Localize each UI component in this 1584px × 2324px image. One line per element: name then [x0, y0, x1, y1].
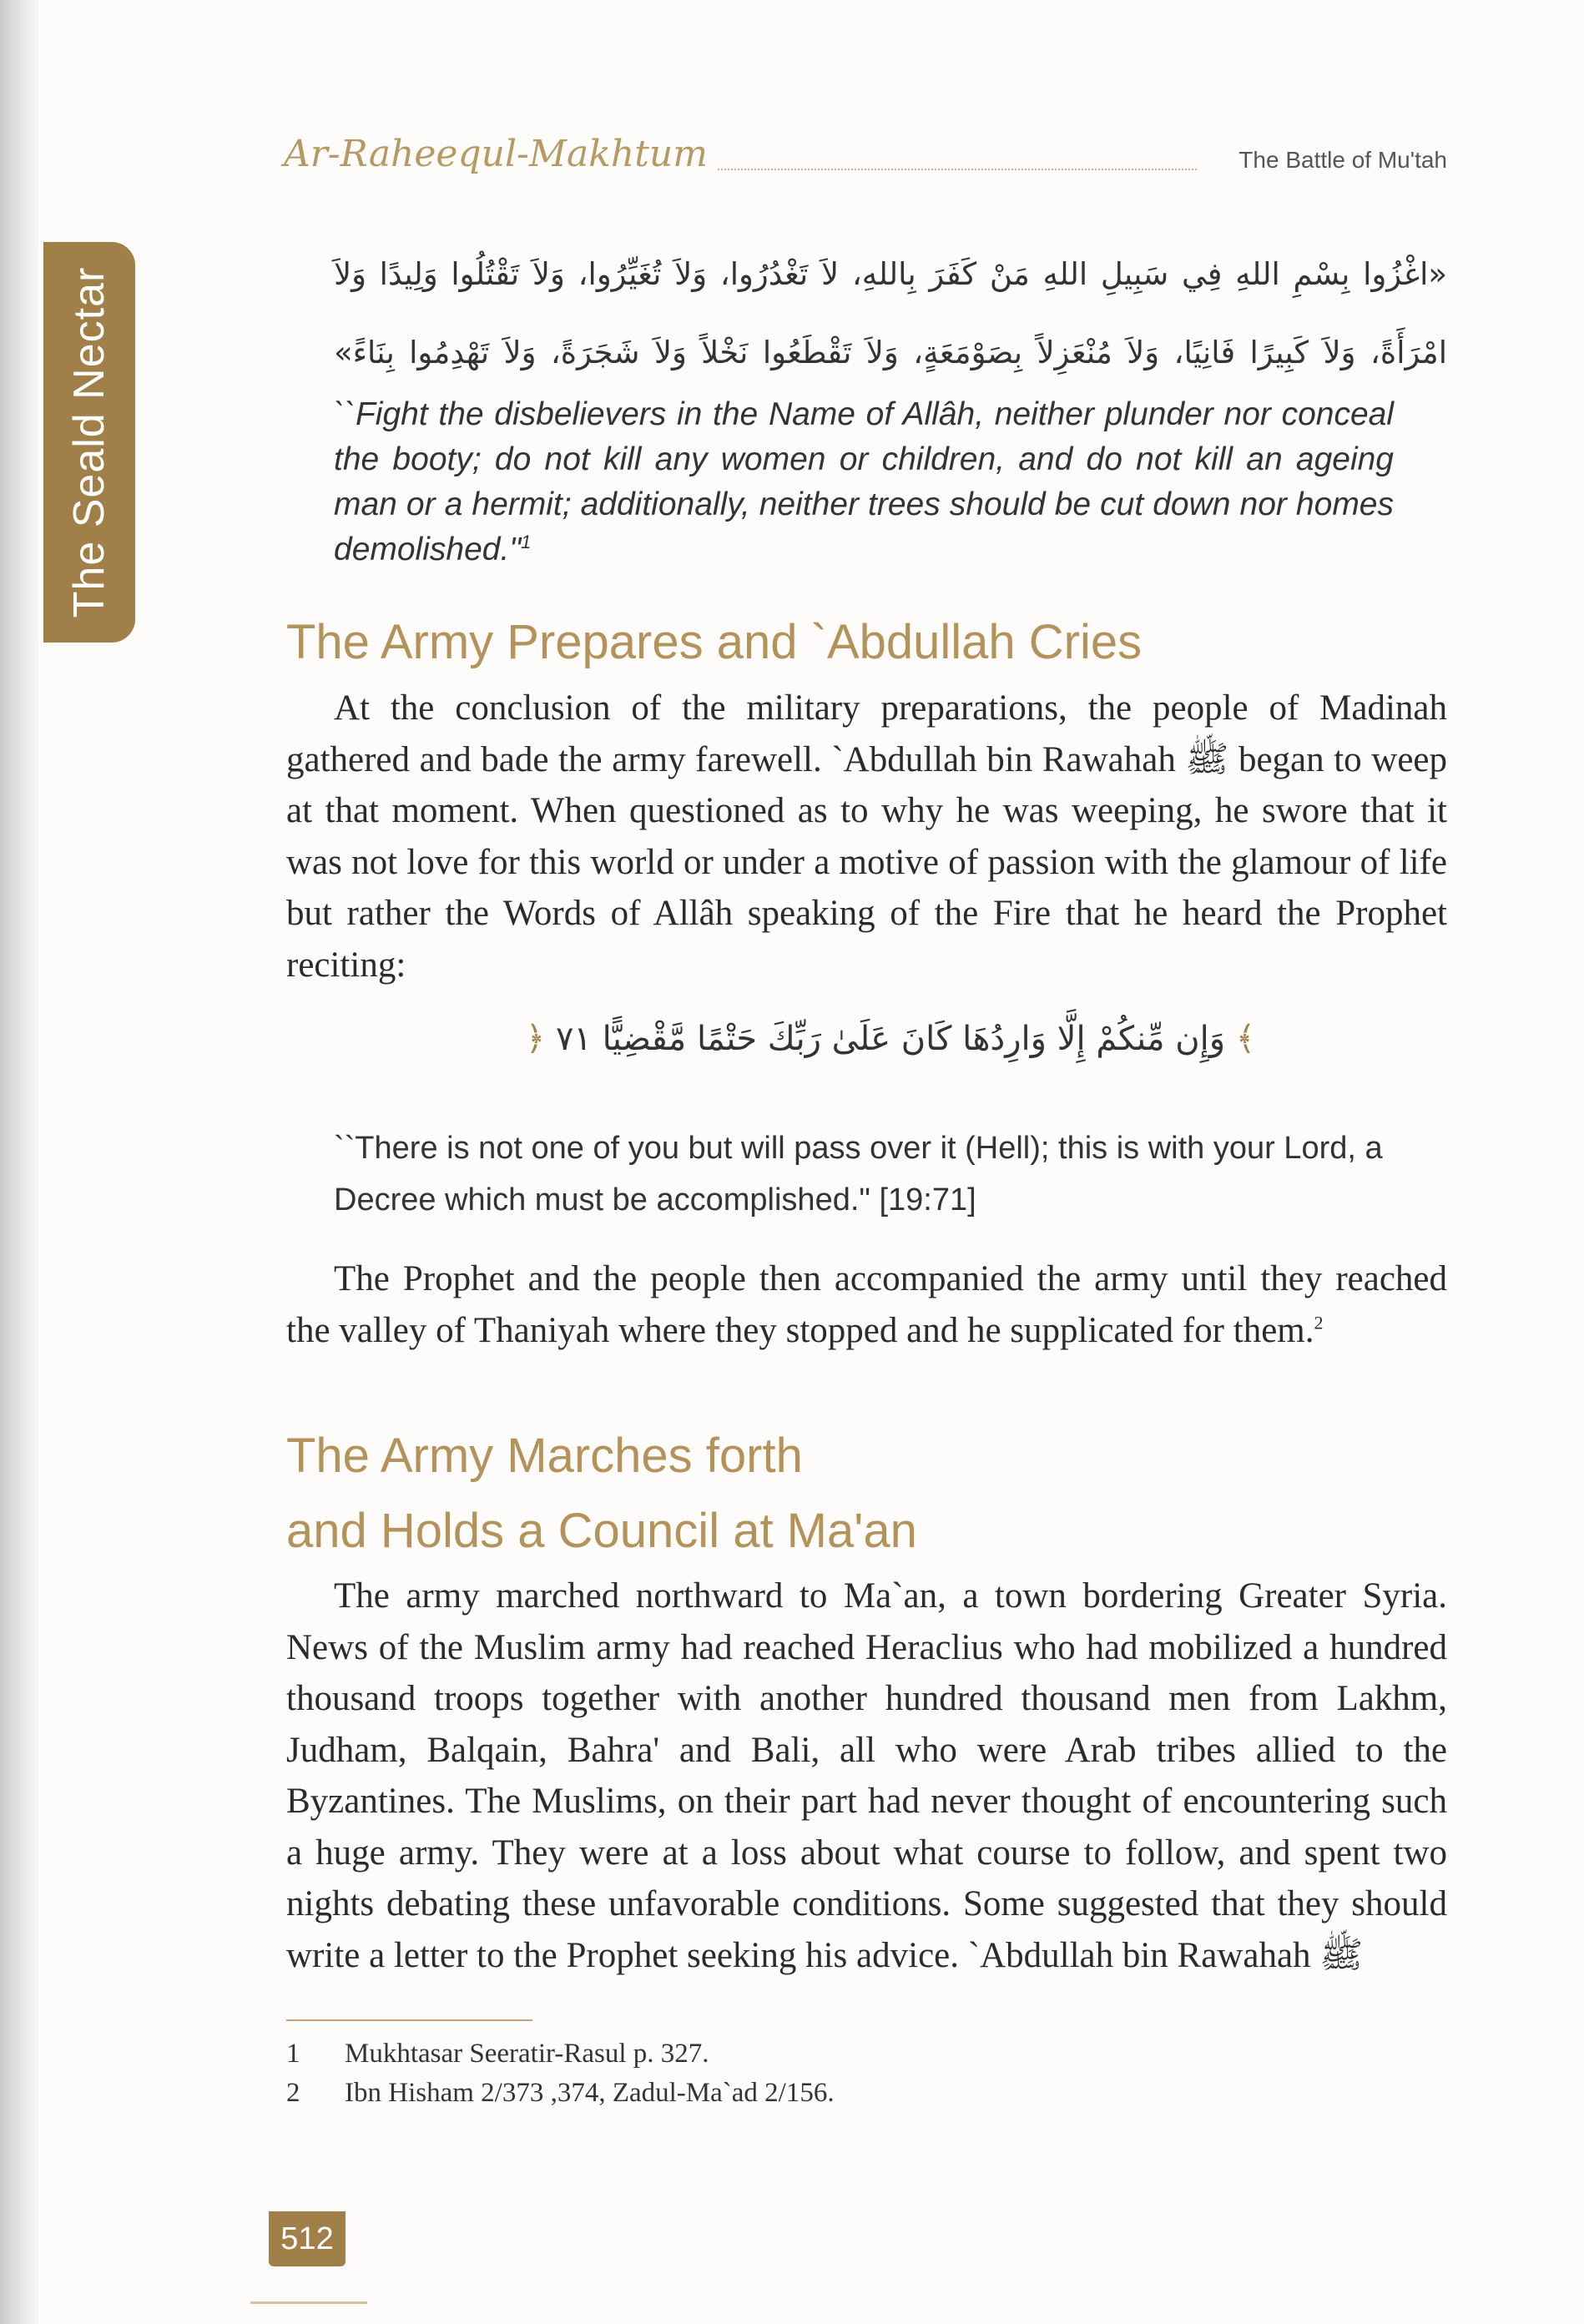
- running-header: [284, 124, 1447, 182]
- ayah-arabic: وَإِن مِّنكُمْ إِلَّا وَارِدُهَا كَانَ عَلَىٰ رَبِّكَ حَتْمًا مَّقْضِيًّا ٧١: [555, 1020, 1226, 1058]
- footnote-ref-1: 1: [521, 532, 532, 552]
- ayah-translation: ``There is not one of you but will pass over it (Hell); this is with your Lord, a Decree which must be accomplished." [19:71]: [334, 1131, 1383, 1217]
- footnote-ref-2: 2: [1314, 1312, 1324, 1333]
- chapter-title: The Battle of Mu'tah: [1238, 147, 1447, 173]
- hadith-translation: ``Fight the disbelievers in the Name of Allâh, neither plunder nor conceal the booty; do not kill any women or children, and do not kill an ageing man or a hermit; additionally, neither trees should be cut down nor homes demolished."$^1$: [334, 396, 1394, 567]
- page-number-rule: [250, 2301, 367, 2304]
- hadith-arabic: «اغْزُوا بِسْمِ اللهِ فِي سَبِيلِ اللهِ مَنْ كَفَرَ بِاللهِ، لاَ تَغْدُرُوا، وَلاَ تُغَيِّرُوا، وَلاَ تَقْتُلُوا وَلِيدًا وَلاَ امْرَأَةً، وَلاَ كَبِيرًا فَانِيًا، وَلاَ مُنْعَزِلاً بِصَوْمَعَةٍ، وَلاَ تَقْطَعُوا نَخْلاً وَلاَ شَجَرَةً، وَلاَ تَهْدِمُوا بِنَاءً»: [334, 256, 1447, 371]
- ayah-bracket-open: ﴿: [525, 1020, 546, 1058]
- footnote-item: 1 Mukhtasar Seeratir-Rasul p. 327.: [286, 2039, 709, 2069]
- side-tab-label: The Seald Nectar: [65, 266, 114, 618]
- section-heading-army-prepares: The Army Prepares and `Abdullah Cries: [286, 615, 1143, 669]
- paragraph-farewell: At the conclusion of the military preparations, the people of Madinah gathered and bade the army farewell. `Abdullah bin Rawahah ﷺ began to weep at that moment. When questioned as to why he was weeping, he swore that it was not love for this world or under a motive of passion with the glamour of life but rather the Words of Allâh speaking of the Fire that he heard the Prophet reciting:: [286, 688, 1448, 985]
- book-spine-shadow: [0, 0, 38, 2324]
- footnote-separator: [286, 2019, 532, 2021]
- section-heading-army-marches: The Army Marches forth and Holds a Council at Ma'an: [286, 1429, 917, 1558]
- ayah-bracket-close: ﴾: [1235, 1020, 1256, 1058]
- header-dotted-rule: [718, 169, 1197, 170]
- paragraph-maan: The army marched northward to Ma`an, a town bordering Greater Syria. News of the Muslim army had reached Heraclius who had mobilized a hundred thousand troops together with another hundred thousand men from Lakhm, Judham, Balqain, Bahra' and Bali, all who were Arab tribes allied to the Byzantines. The Muslims, on their part had never thought of encountering such a huge army. They were at a loss about what course to follow, and spent two nights debating these unfavorable conditions. Some suggested that they should write a letter to the Prophet seeking his advice. `Abdullah bin Rawahah ﷺ: [286, 1576, 1447, 1975]
- quran-ayah: [334, 1020, 1447, 1058]
- page-number: 512: [269, 2211, 346, 2266]
- footnotes: [286, 2034, 835, 2113]
- footnote-item: 2 Ibn Hisham 2/373 ,374, Zadul-Ma`ad 2/156.: [286, 2078, 835, 2108]
- book-title: Ar-Raheequl-Makhtum: [284, 133, 708, 175]
- paragraph-thaniyah: The Prophet and the people then accompanied the army until they reached the valley of Thaniyah where they stopped and he supplicated for them.$^2$: [286, 1259, 1447, 1350]
